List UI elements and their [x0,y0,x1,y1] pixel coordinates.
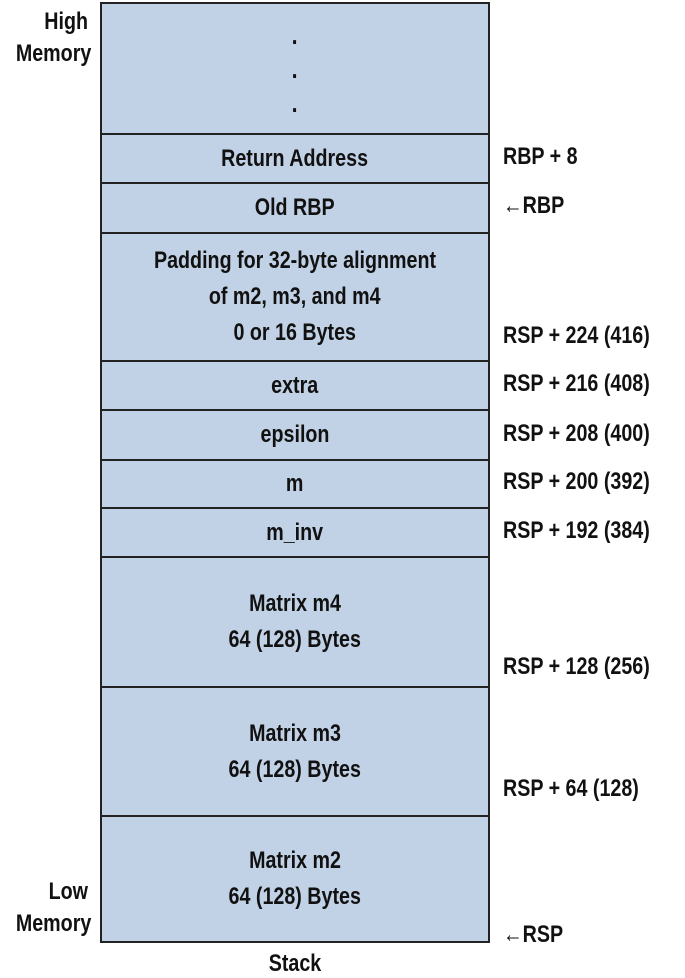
offset-rsp-208: RSP + 208 (400) [503,420,650,447]
high-memory-line-2: Memory [15,40,92,67]
offset-rsp-192: RSP + 192 (384) [503,517,650,544]
cell-text: Matrix m3 [249,719,341,747]
cell-text: of m2, m3, and m4 [209,283,381,310]
cell-text: Matrix m2 [249,847,341,874]
cell-text: m_inv [266,518,324,546]
cell-text: Matrix m4 [249,590,341,617]
high-memory-label [15,6,92,70]
cell-text: Old RBP [255,194,335,221]
stack-cell-m-inv [102,509,488,558]
stack-cell-ellipsis [102,4,488,135]
cell-text: epsilon [260,421,330,448]
offset-rsp-200: RSP + 200 (392) [503,468,650,495]
stack-diagram [100,2,490,943]
cell-text: Padding for 32-byte alignment [153,247,437,274]
stack-cell-m [102,461,488,509]
ellipsis-dot: . [292,19,298,50]
stack-cell-epsilon [102,411,488,461]
low-memory-line-1: Low [48,878,88,905]
offset-rsp-224: RSP + 224 (416) [503,322,650,349]
stack-cell-matrix-m4 [102,558,488,688]
stack-cell-extra [102,362,488,411]
stack-caption: Stack [268,950,322,977]
ellipsis-dot: . [292,87,298,118]
cell-text: m [286,470,304,497]
offset-rsp-128: RSP + 128 (256) [503,653,650,680]
low-memory-line-2: Memory [15,910,92,937]
stack-cell-matrix-m3 [102,688,488,817]
cell-text: 0 or 16 Bytes [233,319,357,346]
cell-text: extra [271,371,319,399]
offset-rbp-plus-8: RBP + 8 [503,143,578,170]
high-memory-line-1: High [44,8,88,35]
offset-rbp-pointer: ←RBP [503,192,565,219]
stack-cell-padding [102,234,488,362]
stack-cell-matrix-m2 [102,817,488,941]
cell-text: 64 (128) Bytes [228,883,362,910]
stack-cell-old-rbp [102,184,488,234]
stack-cell-return-address [102,135,488,184]
offset-rsp-216: RSP + 216 (408) [503,370,650,397]
cell-text: 64 (128) Bytes [228,626,362,653]
offset-rsp-64: RSP + 64 (128) [503,775,639,802]
cell-text: 64 (128) Bytes [228,755,362,783]
ellipsis-dot: . [292,53,298,84]
cell-text: Return Address [221,144,369,172]
offset-rsp-pointer: ←RSP [503,921,564,948]
low-memory-label [15,876,92,940]
